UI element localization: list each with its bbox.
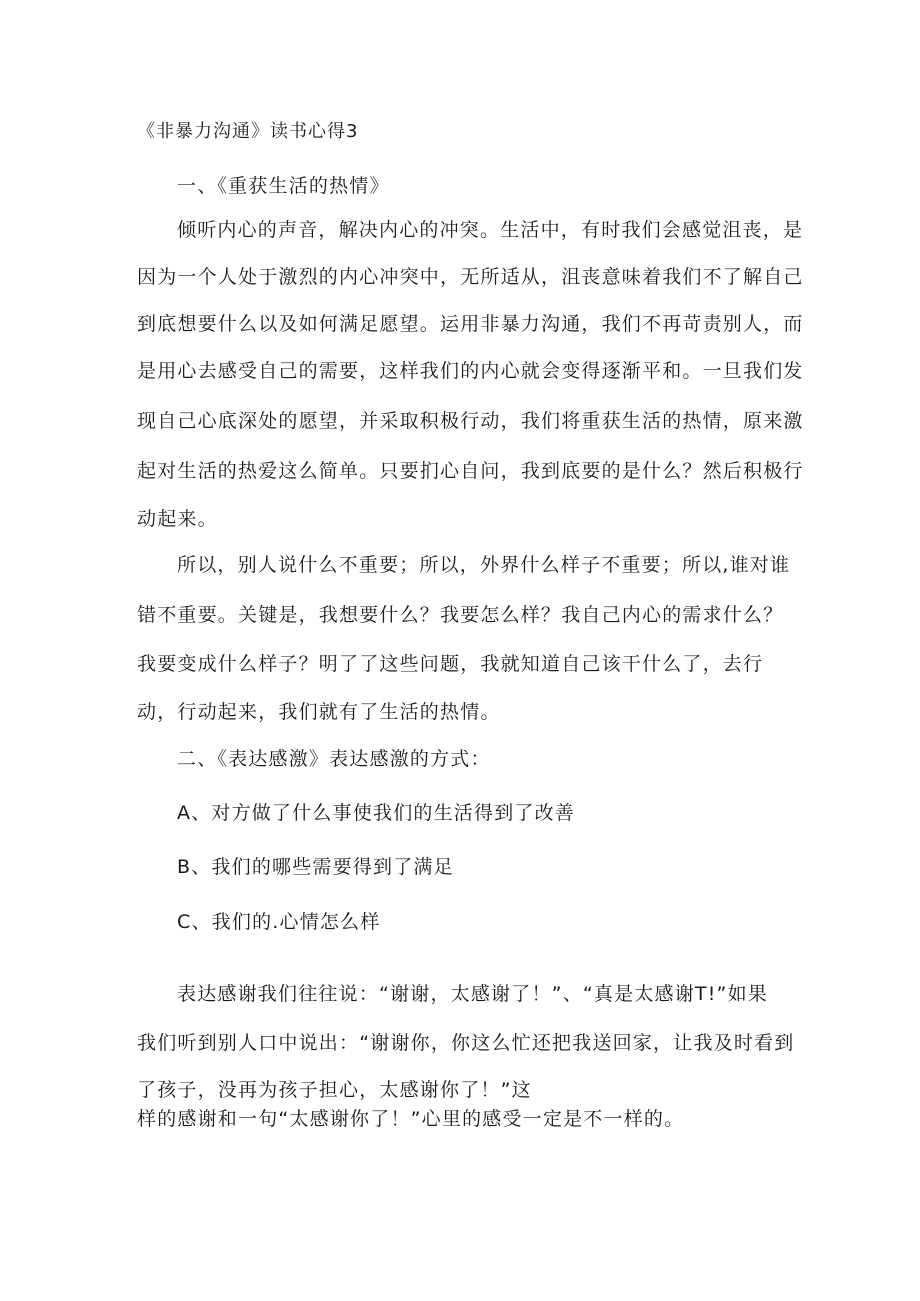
section1-para2-line4: 动，行动起来，我们就有了生活的热情。 (137, 701, 501, 723)
section1-para1-line2: 因为一个人处于激烈的内心冲突中，无所适从，沮丧意味着我们不了解自己 (137, 266, 804, 288)
section1-para2-line3: 我要变成什么样子？明了了这些问题，我就知道自己该干什么了，去行 (137, 653, 764, 675)
section2-item-a: A、对方做了什么事使我们的生活得到了改善 (177, 802, 575, 824)
section2-item-c: C、我们的.心情怎么样 (177, 911, 381, 933)
section1-para1-line4: 是用心去感受自己的需要，这样我们的内心就会变得逐渐平和。一旦我们发 (137, 360, 804, 382)
section1-para1-line3: 到底想要什么以及如何满足愿望。运用非暴力沟通，我们不再苛责别人，而 (137, 313, 804, 335)
section2-para-line3: 了孩子，没再为孩子担心，太感谢你了！”这 (137, 1079, 532, 1101)
section1-para2-line2: 错不重要。关键是，我想要什么？我要怎么样？我自己内心的需求什么？ (137, 604, 784, 626)
section2-item-b: B、我们的哪些需要得到了满足 (177, 856, 454, 878)
section1-para2-line1: 所以，别人说什么不重要；所以，外界什么样子不重要；所以,谁对谁 (177, 554, 791, 576)
section1-para1-line5: 现自己心底深处的愿望，并采取积极行动，我们将重获生活的热情，原来激 (137, 410, 804, 432)
document-title: 《非暴力沟通》读书心得3 (137, 121, 359, 142)
section2-para-line4: 样的感谢和一句“太感谢你了！”心里的感受一定是不一样的。 (137, 1108, 685, 1130)
section1-para1-line7: 动起来。 (137, 508, 218, 530)
section2-para-line2: 我们听到别人口中说出：“谢谢你，你这么忙还把我送回家，让我及时看到 (137, 1032, 795, 1054)
section1-para1-line1: 倾听内心的声音，解决内心的冲突。生活中，有时我们会感觉沮丧，是 (177, 219, 804, 241)
section1-heading: 一、《重获生活的热情》 (177, 175, 390, 197)
section1-para1-line6: 起对生活的热爱这么简单。只要扪心自问，我到底要的是什么？然后积极行 (137, 460, 804, 482)
section2-para-line1: 表达感谢我们往往说：“谢谢，太感谢了！”、“真是太感谢T!”如果 (177, 983, 768, 1005)
section2-heading: 二、《表达感激》表达感激的方式： (177, 748, 491, 770)
